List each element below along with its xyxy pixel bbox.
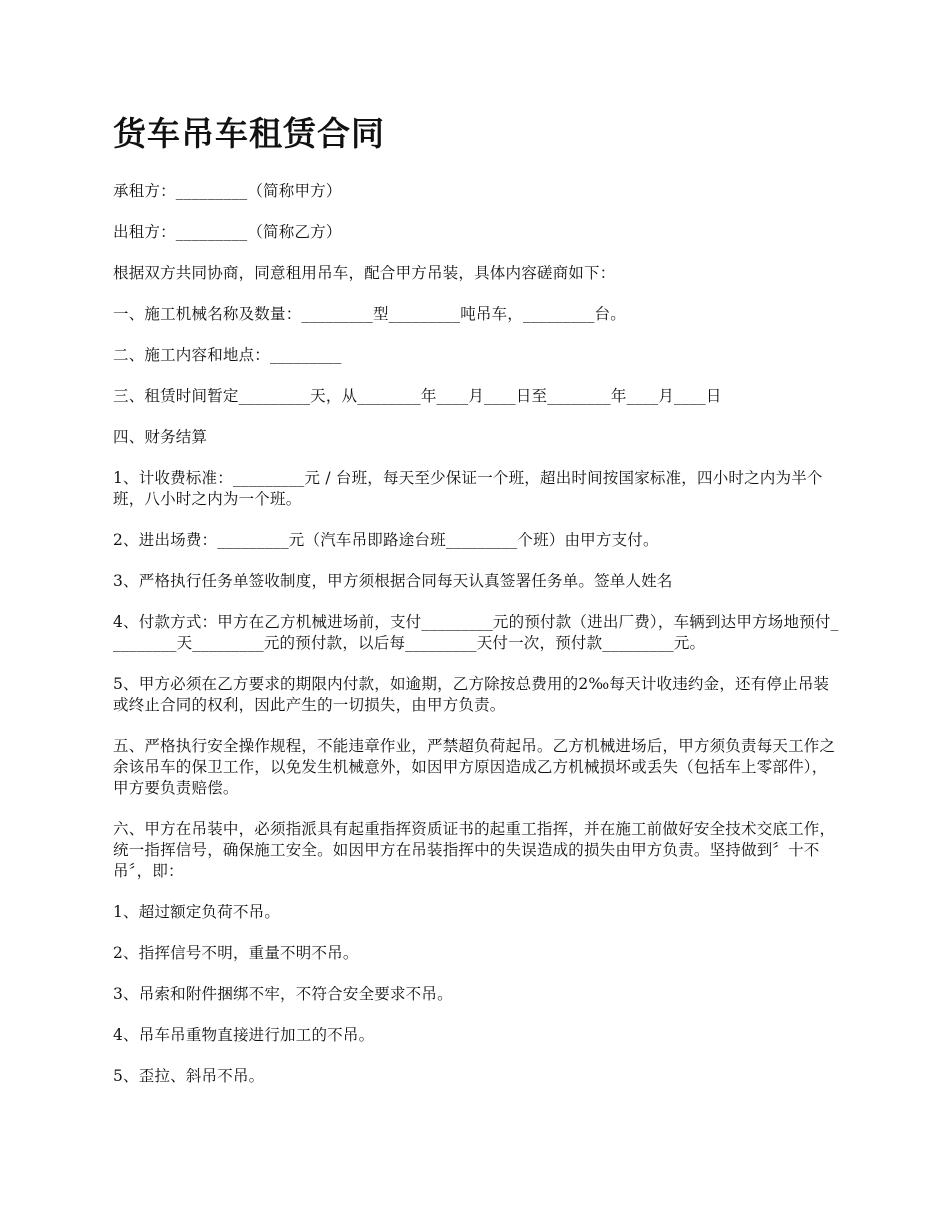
paragraph-finance-heading: 四、财务结算 xyxy=(113,428,208,446)
rule-item-4: 4、吊车吊重物直接进行加工的不吊。 xyxy=(113,1026,375,1044)
paragraph-lessee: 承租方：_________（简称甲方） xyxy=(113,182,342,200)
paragraph-entry-fee: 2、进出场费：_________元（汽车吊即路途台班_________个班）由甲方支付。 xyxy=(113,531,659,549)
paragraph-safety: 五、严格执行安全操作规程，不能违章作业，严禁超负荷起吊。乙方机械进场后，甲方须负责每天工作之余该吊车的保卫工作，以免发生机械意外，如因甲方原因造成乙方机械损坏或丢失（包括车上零部件），甲方要负责赔偿。 xyxy=(113,737,836,797)
paragraph-task-order: 3、严格执行任务单签收制度，甲方须根据合同每天认真签署任务单。签单人姓名 xyxy=(113,572,673,590)
paragraph-preamble: 根据双方共同协商，同意租用吊车，配合甲方吊装，具体内容磋商如下： xyxy=(113,264,616,282)
paragraph-work-content: 二、施工内容和地点：_________ xyxy=(113,346,342,364)
paragraph-fee-standard: 1、计收费标准：_________元 / 台班，每天至少保证一个班，超出时间按国家标准，四小时之内为半个班，八小时之内为一个班。 xyxy=(113,469,823,508)
rule-item-2: 2、指挥信号不明，重量不明不吊。 xyxy=(113,944,359,962)
rule-item-3: 3、吊索和附件捆绑不牢，不符合安全要求不吊。 xyxy=(113,985,453,1003)
paragraph-lease-period: 三、租赁时间暂定_________天，从________年____月____日至________年____月____日 xyxy=(113,387,722,405)
document-title: 货车吊车租赁合同 xyxy=(113,114,385,153)
paragraph-late-payment: 5、甲方必须在乙方要求的期限内付款，如逾期，乙方除按总费用的2‰每天计收违约金，还有停止吊装或终止合同的权利，因此产生的一切损失，由甲方负责。 xyxy=(113,675,830,714)
document-page xyxy=(113,112,839,1107)
paragraph-lifting-command: 六、甲方在吊装中，必须指派具有起重指挥资质证书的起重工指挥，并在施工前做好安全技术交底工作，统一指挥信号，确保施工安全。如因甲方在吊装指挥中的失误造成的损失由甲方负责。坚持做到〞十不吊〞，即： xyxy=(113,820,836,880)
rule-item-5: 5、歪拉、斜吊不吊。 xyxy=(113,1067,265,1085)
paragraph-payment-method: 4、付款方式：甲方在乙方机械进场前，支付_________元的预付款（进出厂费），车辆到达甲方场地预付_________天_________元的预付款，以后每_________天付一次，预付款_________元。 xyxy=(113,613,839,652)
paragraph-machinery: 一、施工机械名称及数量：_________型_________吨吊车，_________台。 xyxy=(113,305,626,323)
paragraph-lessor: 出租方：_________（简称乙方） xyxy=(113,223,342,241)
rule-item-1: 1、超过额定负荷不吊。 xyxy=(113,903,281,921)
